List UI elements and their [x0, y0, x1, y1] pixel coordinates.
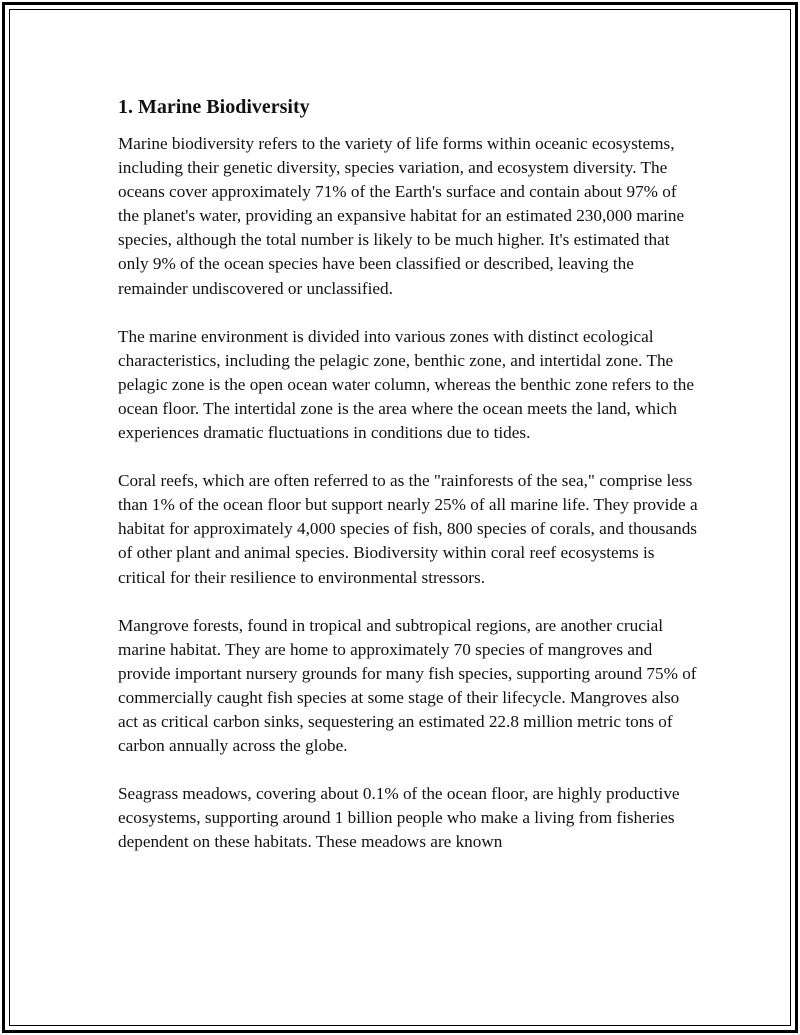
- paragraph-mangrove-forests: Mangrove forests, found in tropical and subtropical regions, are another crucial marine habitat. They are home to approximately 70 species of mangroves and provide important nursery grounds for many fish species, supporting around 75% of commercially caught fish species at some stage of their lifecycle. Mangroves also act as critical carbon sinks, sequestering an estimated 22.8 million metric tons of carbon annually across the globe.: [118, 615, 697, 756]
- document-body: [118, 94, 698, 878]
- paragraph-coral-reefs: Coral reefs, which are often referred to as the "rainforests of the sea," comprise less than 1% of the ocean floor but support nearly 25% of all marine life. They provide a habitat for approximately 4,000 species of fish, 800 species of corals, and thousands of other plant and animal species. Biodiversity within coral reef ecosystems is critical for their resilience to environmental stressors.: [118, 471, 698, 587]
- paragraph-marine-biodiversity: Marine biodiversity refers to the variety of life forms within oceanic ecosystems, including their genetic diversity, species variation, and ecosystem diversity. The oceans cover approximately 71% of the Earth's surface and contain about 97% of the planet's water, providing an expansive habitat for an estimated 230,000 marine species, although the total number is likely to be much higher. It's estimated that only 9% of the ocean species have been classified or described, leaving the remainder undiscovered or unclassified.: [118, 134, 685, 298]
- section-heading: 1. Marine Biodiversity: [118, 96, 310, 118]
- paragraph-seagrass-meadows: Seagrass meadows, covering about 0.1% of the ocean floor, are highly productive ecosystems, supporting around 1 billion people who make a living from fisheries dependent on these habitats. These meadows are known: [118, 784, 680, 852]
- paragraph-marine-zones: The marine environment is divided into various zones with distinct ecological characteristics, including the pelagic zone, benthic zone, and intertidal zone. The pelagic zone is the open ocean water column, whereas the benthic zone refers to the ocean floor. The intertidal zone is the area where the ocean meets the land, which experiences dramatic fluctuations in conditions due to tides.: [118, 326, 695, 443]
